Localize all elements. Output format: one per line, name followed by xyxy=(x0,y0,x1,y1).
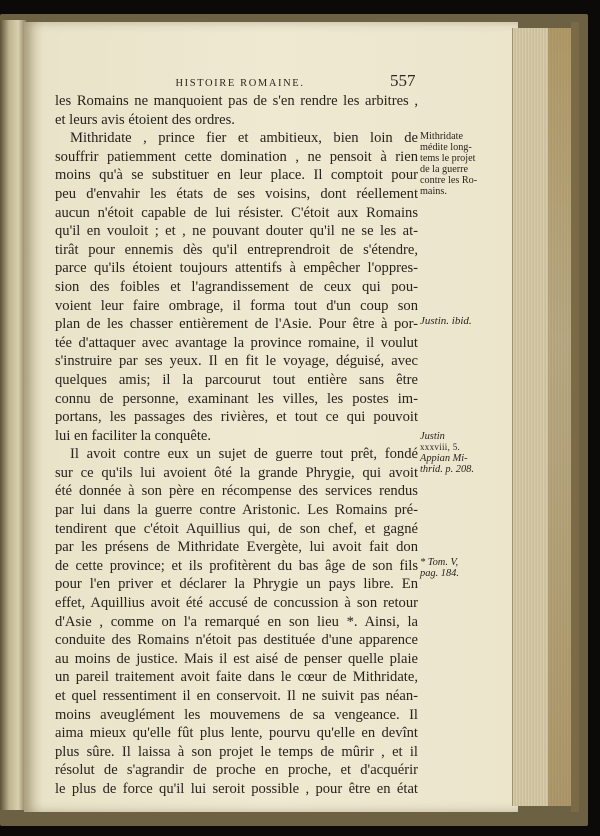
text-line: voient leur faire ombrage, il forma tout d'un coup son xyxy=(55,297,418,314)
text-line: Mithridate , prince fier et ambitieux, bien loin de xyxy=(70,130,418,147)
text-line: lui en faciliter la conquête. xyxy=(55,427,211,444)
left-page-edge xyxy=(0,20,26,810)
text-line: portans, les passages des rivières, et tout ce qui pouvoit xyxy=(55,409,418,426)
book-cover-edge xyxy=(571,22,579,812)
text-line: Il avoit contre eux un sujet de guerre tout prêt, fondé xyxy=(70,446,418,463)
running-title: HISTOIRE ROMAINE. xyxy=(175,78,305,89)
text-line: sion des foibles et l'agrandissement de ceux qui pou- xyxy=(55,278,418,295)
text-line: pour l'en priver et déclarer la Phrygie un pays libre. En xyxy=(55,576,418,593)
margin-note-footnote xyxy=(420,557,486,579)
margin-note-line: pag. 184. xyxy=(420,568,459,579)
text-line: effet, Aquillius avoit été accusé de concussion à son retour xyxy=(55,595,418,612)
text-line: parce qu'ils étoient toujours attentifs à empêcher l'oppres- xyxy=(55,260,418,277)
text-line: plus sûre. Il laissa à son projet le temps de mûrir , et il xyxy=(55,743,418,760)
text-line: tendirent que c'étoit Aquillius qui, de son chef, et gagné xyxy=(55,520,418,537)
text-line: un pareil traitement avoit faite dans le cœur de Mithridate, xyxy=(55,669,418,686)
text-line: et quel ressentiment il en conservoit. Il ne suivit pas néan- xyxy=(55,688,418,704)
text-line: été donnée à son père en récompense des services rendus xyxy=(55,483,418,500)
page-number: 557 xyxy=(390,71,416,90)
margin-note-citation xyxy=(420,316,486,327)
text-line: connu de personne, examinant les villes, les postes im- xyxy=(55,390,418,407)
text-line: tirât pour ennemis dès qu'il entreprendroit de s'étendre, xyxy=(55,241,418,258)
text-line: moins aveuglément les mouvemens de sa vengeance. Il xyxy=(55,706,418,723)
text-line: conduite des Romains n'étoit pas destituée d'une apparence xyxy=(55,632,418,649)
margin-note-line: thrid. p. 208. xyxy=(420,464,474,475)
text-line: de cette province; et ils profitèrent du bas âge de son fils xyxy=(55,557,418,574)
text-line: par les présens de Mithridate Evergète, lui avoit fait don xyxy=(55,539,418,556)
margin-note-line: Justin xyxy=(420,431,445,442)
text-line: moins qu'à se substituer en leur place. Il comptoit pour xyxy=(55,167,418,184)
text-line: souffrir patiemment cette domination , ne pensoit à rien xyxy=(55,148,418,165)
text-line: qu'il en vouloit ; et , ne pouvant douter qu'il ne se les at- xyxy=(55,223,418,240)
foxing-stain xyxy=(548,28,572,806)
margin-note-line: Appian Mi- xyxy=(420,453,468,464)
margin-note-line: médite long- xyxy=(420,142,472,153)
margin-note-line: xxxviii, 5. xyxy=(420,442,461,452)
text-line: peu d'envahir les états de ses voisins, dont réellement xyxy=(55,185,418,202)
text-line: au moins de justice. Mais il est aisé de penser quelle plaie xyxy=(55,650,418,667)
margin-note-summary xyxy=(420,131,486,197)
text-line: les Romains ne manquoient pas de s'en rendre les arbitres , xyxy=(55,93,418,109)
text-line: sur ce qu'ils lui avoient ôté la grande Phrygie, qui avoit xyxy=(55,464,418,481)
text-line: le plus de force qu'il lui seroit possible , pour être en état xyxy=(55,780,418,797)
margin-note-line: Mithridate xyxy=(420,131,464,142)
text-line: quelques amis; il la parcourut tout entière sans être xyxy=(55,371,418,388)
text-line: aucun n'étoit capable de lui résister. C'étoit aux Romains xyxy=(55,204,418,221)
text-line: d'Asie , comme on l'a remarqué en son lieu *. Ainsi, la xyxy=(55,613,418,630)
text-line: s'instruire par ses yeux. Il en fit le voyage, déguisé, avec xyxy=(55,353,418,370)
text-line: résolut de s'agrandir de proche en proche, et d'acquérir xyxy=(55,762,418,779)
margin-note-line: contre les Ro- xyxy=(420,175,478,186)
margin-note-citation xyxy=(420,431,486,475)
margin-note-line: * Tom. V, xyxy=(420,557,459,568)
margin-note-line: de la guerre xyxy=(420,164,469,175)
text-line: plan de les chasser entièrement de l'Asie. Pour être à por- xyxy=(55,316,418,333)
text-line: et leurs avis étoient des ordres. xyxy=(55,111,235,128)
margin-note-line: tems le projet xyxy=(420,153,476,164)
text-line: par lui dans la guerre contre Aristonic. Les Romains pré- xyxy=(55,502,418,519)
margin-note-line: mains. xyxy=(420,186,447,197)
text-line: aima mieux qu'elle fût plus lente, pourvu qu'elle en devînt xyxy=(55,725,418,742)
text-line: tée d'attaquer avec avantage la province romaine, il voulut xyxy=(55,334,418,351)
margin-note-line: Justin. ibid. xyxy=(420,315,472,327)
body-text xyxy=(55,92,418,799)
